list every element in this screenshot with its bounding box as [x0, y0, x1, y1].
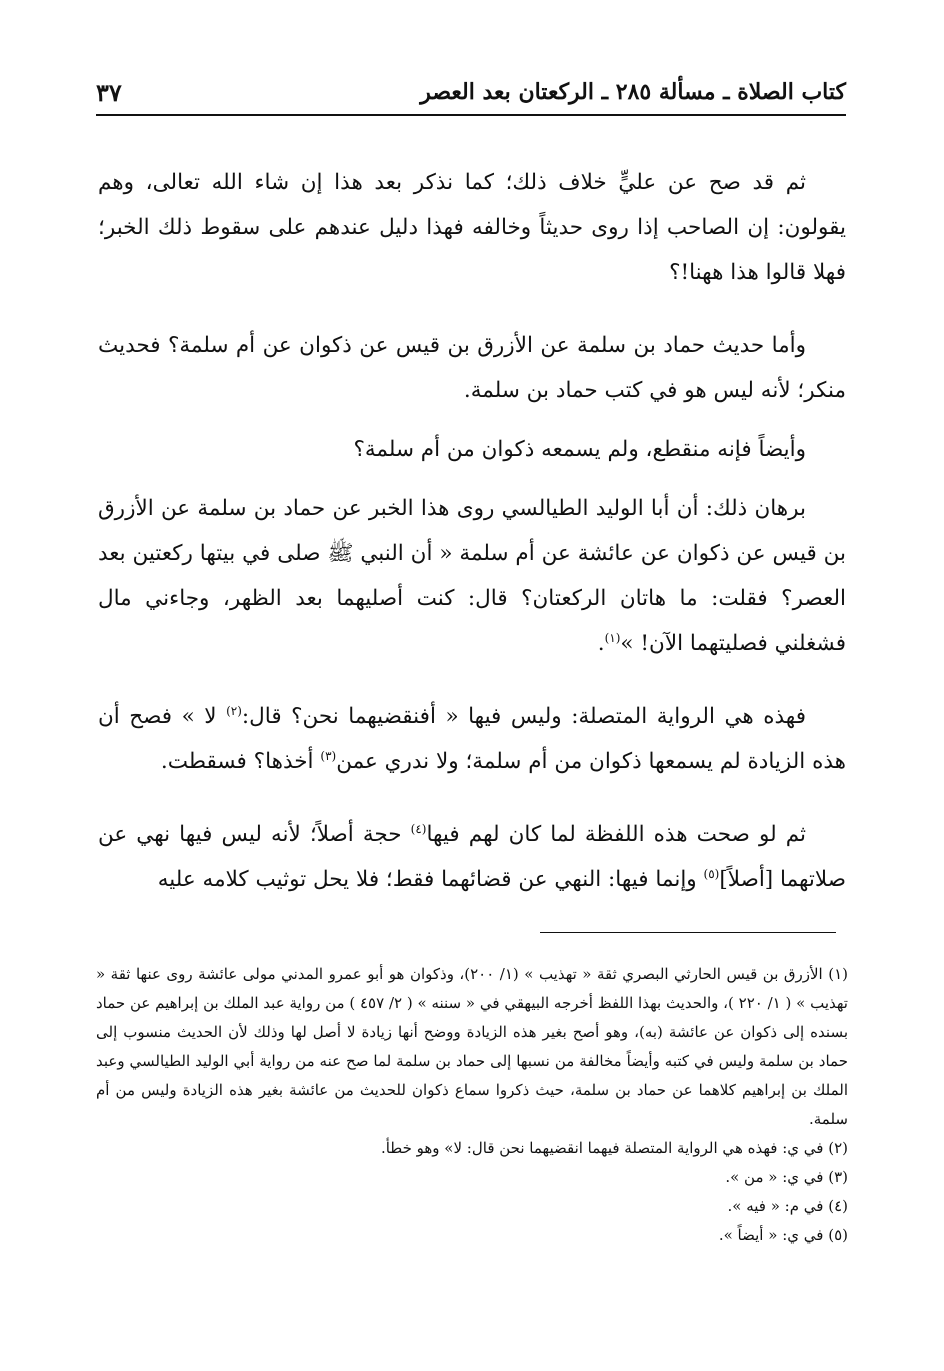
footnote-number: (٢) [828, 1139, 848, 1157]
footnote-5 [96, 1221, 848, 1250]
paragraph-3: وأيضاً فإنه منقطع، ولم يسمعه ذكوان من أم سلمة؟ [353, 437, 806, 462]
paragraph-5-part-b: لا » فصح أن هذه الزيادة لم يسمعها ذكوان من أم سلمة؛ ولا ندري عمن [98, 704, 846, 774]
footnote-number: (٥) [828, 1226, 848, 1244]
footnote-ref-4: (٤) [410, 821, 427, 836]
main-text [98, 160, 846, 916]
page-number: ٣٧ [96, 77, 122, 107]
footnote-number: (٤) [828, 1197, 848, 1215]
footnote-ref-1: (١) [604, 630, 621, 645]
footnote-ref-5: (٥) [703, 866, 720, 881]
footnote-separator [540, 932, 836, 933]
paragraph-4-text: برهان ذلك: أن أبا الوليد الطيالسي روى هذا الخبر عن حماد بن سلمة عن الأزرق بن قيس عن ذكوان عن عائشة عن أم سلمة « أن النبي ﷺ صلى في بيتها ركعتين بعد العصر؟ فقلت: ما هاتان الركعتان؟ قال: كنت أصليهما بعد الظهر، وجاءني مال فشغلني فصليتهما الآن! » [98, 496, 846, 656]
footnote-ref-2: (٢) [226, 703, 242, 718]
paragraph-5 [98, 694, 846, 784]
footnote-text: في ي: فهذه هي الرواية المتصلة فيهما انقضيهما نحن قال: لا» وهو خطأ. [380, 1139, 824, 1157]
footnote-4 [96, 1192, 848, 1221]
footnote-2 [96, 1134, 848, 1163]
page-header [96, 70, 846, 116]
footnote-text: في ي: « من ». [725, 1168, 824, 1186]
paragraph-6 [98, 812, 846, 902]
footnote-number: (١) [828, 965, 848, 983]
footnote-ref-3: (٣) [320, 748, 337, 763]
footnotes [96, 960, 848, 1250]
paragraph-6-part-a: ثم لو صحت هذه اللفظة لما كان لهم فيها [426, 822, 806, 847]
paragraph-6-part-b: حجة أصلاً؛ لأنه ليس فيها نهي عن صلاتهما [أصلاً] [98, 822, 846, 892]
paragraph-2: وأما حديث حماد بن سلمة عن الأزرق بن قيس عن ذكوان عن أم سلمة؟ فحديث منكر؛ لأنه ليس هو في كتب حماد بن سلمة. [98, 333, 846, 403]
footnote-1 [96, 960, 848, 1134]
footnote-text: في ي: « أيضاً ». [718, 1226, 824, 1244]
running-title: كتاب الصلاة ـ مسألة ٢٨٥ ـ الركعتان بعد العصر [420, 79, 846, 105]
paragraph-6-part-c: وإنما فيها: النهي عن قضائهما فقط؛ فلا يحل توثيب كلامه عليه [157, 867, 697, 892]
footnote-3 [96, 1163, 848, 1192]
footnote-text: الأزرق بن قيس الحارثي البصري ثقة « تهذيب » (١/ ٢٠٠)، وذكوان هو أبو عمرو المدني مولى عائشة روى عنها ثقة « تهذيب » ( ١/ ٢٢٠ )، والحديث بهذا اللفظ أخرجه البيهقي في « سننه » ( ٢/ ٤٥٧ ) من رواية عبد الملك بن إبراهيم عن حماد بسنده إلى ذكوان عن عائشة (به)، وهو أصح بغير هذه الزيادة ووضح أنها زيادة لا أصل لها وذلك لأن الحديث منسوب إلى حماد بن سلمة وليس في كتبه وأيضاً مخالفة من نسبها إلى حماد بن سلمة لما صح عنه من رواية أبي الوليد الطيالسي وعبد الملك بن إبراهيم كلاهما عن حماد بن سلمة، حيث ذكروا سماع ذكوان للحديث من عائشة بغير هذه الزيادة وليس من أم سلمة. [96, 965, 848, 1128]
paragraph-5-part-a: فهذه هي الرواية المتصلة: وليس فيها « أفنقضيهما نحن؟ قال: [241, 704, 806, 729]
paragraph-5-part-c: أخذها؟ فسقطت. [160, 749, 314, 774]
footnote-text: في م: « فيه ». [727, 1197, 824, 1215]
footnote-number: (٣) [828, 1168, 848, 1186]
paragraph-1: ثم قد صح عن عليٍّ خلاف ذلك؛ كما نذكر بعد هذا إن شاء الله تعالى، وهم يقولون: إن الصاحب إذا روى حديثاً وخالفه فهذا دليل عندهم على سقوط ذلك الخبر؛ فهلا قالوا هذا ههنا!؟ [98, 170, 846, 285]
paragraph-4: برهان ذلك: أن أبا الوليد الطيالسي روى هذا الخبر عن حماد بن سلمة عن الأزرق بن قيس عن ذكوان عن عائشة عن أم سلمة « أن النبي ﷺ صلى في بيتها ركعتين بعد العصر؟ فقلت: ما هاتان الركعتان؟ قال: كنت أصليهما بعد الظهر، وجاءني مال فشغلني فصليتهما الآن! »$^{(١)}$. [98, 496, 846, 656]
